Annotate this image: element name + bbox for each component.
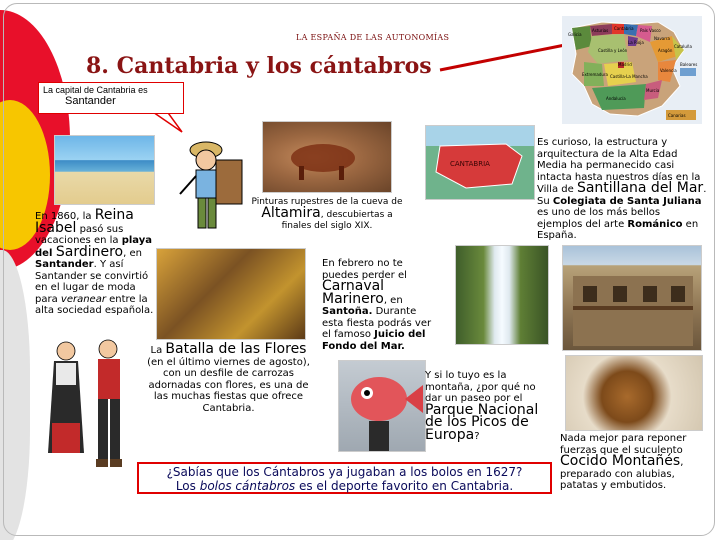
santillana-name: Santillana del Mar [576, 180, 704, 196]
batalla-flores-text [146, 341, 311, 414]
carnaval-text-2: , en [383, 294, 403, 306]
bolos-line-2c: es el deporte favorito en Cantabria. [295, 479, 514, 493]
santillana-text-2: . Su [537, 184, 707, 207]
map-label-galicia: Galicia [568, 32, 582, 37]
carnaval-text-3: Durante esta fiesta podrás ver el famoso [322, 306, 432, 340]
cantabria-region-map [425, 125, 535, 200]
map-label-castilla-mancha: Castilla-La Mancha [610, 74, 648, 79]
batalla-name: Batalla de las Flores [165, 341, 307, 357]
map-label-andalucia: Andalucía [606, 96, 626, 101]
map-label-cataluna: Cataluña [674, 44, 692, 49]
tourist-cartoon-image [178, 130, 248, 240]
cocido-name: Cocido Montañés [560, 453, 681, 469]
beach-photo [54, 135, 155, 205]
spain-map-graphic [562, 16, 702, 124]
map-label-castilla-leon: Castilla y León [598, 48, 628, 53]
map-label-murcia: Murcia [646, 88, 660, 93]
reina-sardinero: Sardinero [55, 243, 124, 260]
altamira-caption [248, 197, 406, 232]
map-label-cantabria: Cantabria [614, 26, 634, 31]
title-connector-line [440, 45, 565, 70]
map-label-baleares: Baleares [680, 62, 698, 67]
cocido-montanes-photo [565, 355, 703, 431]
reina-playa: playa del [35, 235, 152, 259]
reina-veranear: veranear [60, 293, 106, 305]
cocido-text-1: Nada mejor para reponer fuerzas que el suculento [560, 433, 687, 456]
batalla-text-2: (en el último viernes de agosto), con un desfile de carrozas adornadas con flores, es una de las muchas fiestas que ofrece Cantabria. [147, 356, 310, 414]
reina-text-3: , en [123, 247, 142, 259]
reina-text-1: En 1860, la [35, 211, 95, 222]
carnaval-juicio: Juicio del Fondo del Mar. [322, 329, 426, 352]
carnaval-name: Carnaval Marinero [322, 278, 385, 307]
picos-text-1: Y si lo tuyo es la montaña, ¿por qué no dar un paseo por el [425, 370, 536, 404]
carnaval-santona: Santoña. [322, 306, 373, 317]
reina-text-4: . Y así Santander se convirtió en el lugar de moda para [35, 259, 149, 305]
batalla-flores-photo [156, 248, 306, 340]
cocido-text-2: , preparado con alubias, patatas y embutidos. [560, 457, 684, 491]
capital-callout [38, 82, 184, 114]
batalla-text-1: La [150, 345, 166, 356]
santillana-romanico: Románico [627, 218, 683, 230]
callout-line-2: Santander [65, 95, 116, 107]
reina-isabel-text [35, 207, 160, 317]
santillana-text-1: Es curioso, la estructura y arquitectura de la Alta Edad Media ha permanecido casi intacta hasta nuestros días en la Villa de [537, 137, 701, 195]
map-label-pais-vasco: País Vasco [640, 28, 661, 33]
santillana-building-photo [562, 245, 702, 351]
santillana-colegiata: Colegiata de Santa Juliana [552, 195, 702, 207]
reina-text-2: pasó sus vacaciones en la [35, 223, 124, 246]
bolos-line-2b: bolos cántabros [199, 479, 296, 493]
reina-name: Reina Isabel [35, 207, 134, 236]
bolos-line-1: ¿Sabías que los Cántabros ya jugaban a los bolos en 1627? [166, 465, 523, 479]
altamira-cave-painting-photo [262, 121, 392, 193]
cantabria-map-label: CANTABRIA [450, 160, 490, 168]
santillana-text-4: en España. [537, 218, 699, 241]
picos-text-2: ? [474, 430, 480, 442]
callout-line-1: La capital de Cantabria es [43, 85, 148, 95]
reina-text-5: entre la alta sociedad española. [35, 293, 154, 316]
traditional-costume-couple-image [42, 333, 134, 481]
map-label-canarias: Canarias [668, 113, 686, 118]
map-label-extremadura: Extremadura [582, 72, 608, 77]
carnaval-text [322, 258, 434, 352]
map-label-madrid: Madrid [618, 62, 632, 67]
picos-waterfall-photo [455, 245, 549, 345]
pinturas-text-1: Pinturas rupestres de la cueva de [251, 197, 403, 207]
bolos-line-2a: Los [175, 479, 200, 493]
santillana-text [537, 137, 707, 242]
cocido-text [560, 433, 705, 492]
pinturas-altamira: Altamira [261, 205, 321, 221]
picos-europa-text [425, 370, 555, 442]
reina-santander: Santander [35, 259, 94, 270]
map-label-asturias: Asturias [592, 28, 609, 33]
carnaval-fish-costume-photo [338, 360, 426, 452]
santillana-text-3: es uno de los más bellos ejemplos del arte [537, 207, 661, 230]
page-title: 8. Cantabria y los cántabros [86, 53, 432, 79]
map-label-valencia: Valencia [660, 68, 677, 73]
map-label-aragon: Aragón [658, 48, 673, 53]
bolos-fact-box [137, 462, 552, 494]
picos-name: Parque Nacional de los Picos de Europa [425, 401, 539, 443]
carnaval-text-1: En febrero no te puedes perder el [322, 258, 407, 281]
spain-map-image [562, 16, 702, 124]
map-label-la-rioja: La Rioja [628, 40, 644, 45]
header-label: LA ESPAÑA DE LAS AUTONOMÍAS [296, 33, 450, 42]
pinturas-text-2: , descubiertas a finales del siglo XIX. [281, 210, 393, 231]
map-label-navarra: Navarra [654, 36, 670, 41]
